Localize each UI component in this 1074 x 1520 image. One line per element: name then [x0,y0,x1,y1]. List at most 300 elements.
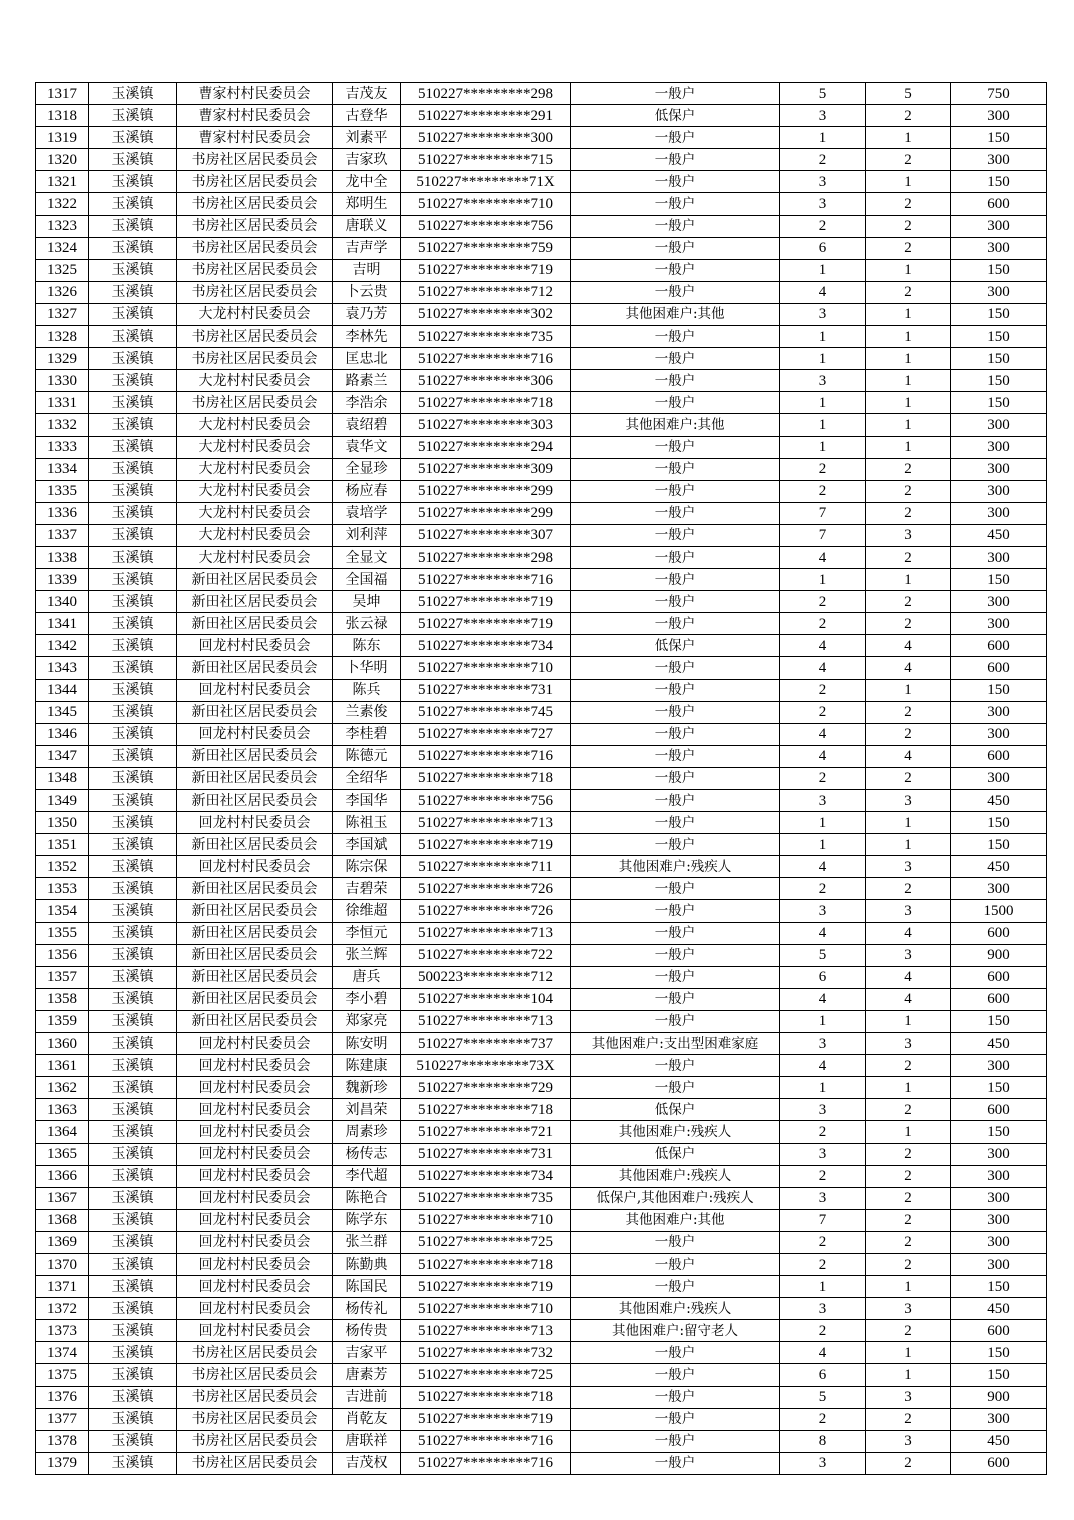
household-size-cell: 1 [780,414,866,436]
household-size-cell: 3 [780,1143,866,1165]
town-cell: 玉溪镇 [89,679,177,701]
aided-persons-cell: 2 [866,591,951,613]
town-cell: 玉溪镇 [89,1033,177,1055]
aided-persons-cell: 2 [866,1408,951,1430]
table-row [36,1342,1047,1364]
aided-persons-cell: 1 [866,1364,951,1386]
name-cell: 袁乃芳 [333,303,401,325]
household-size-cell: 2 [780,1231,866,1253]
committee-cell: 新田社区居民委员会 [177,767,333,789]
committee-cell: 回龙村村民委员会 [177,1077,333,1099]
committee-cell: 书房社区居民委员会 [177,1364,333,1386]
seq-no-cell: 1342 [36,635,89,657]
name-cell: 卜云贵 [333,281,401,303]
table-row [36,635,1047,657]
household-type-cell: 其他困难户:残疾人 [571,1298,780,1320]
aided-persons-cell: 2 [866,613,951,635]
household-size-cell: 4 [780,922,866,944]
household-size-cell: 4 [780,723,866,745]
town-cell: 玉溪镇 [89,149,177,171]
town-cell: 玉溪镇 [89,569,177,591]
amount-cell: 300 [951,613,1047,635]
committee-cell: 回龙村村民委员会 [177,1320,333,1342]
aided-persons-cell: 4 [866,635,951,657]
id-number-cell: 510227*********727 [401,723,571,745]
id-number-cell: 510227*********716 [401,1452,571,1474]
amount-cell: 150 [951,171,1047,193]
id-number-cell: 510227*********718 [401,392,571,414]
amount-cell: 300 [951,1253,1047,1275]
amount-cell: 600 [951,657,1047,679]
amount-cell: 750 [951,83,1047,105]
table-row [36,105,1047,127]
committee-cell: 新田社区居民委员会 [177,966,333,988]
town-cell: 玉溪镇 [89,767,177,789]
seq-no-cell: 1361 [36,1055,89,1077]
table-row [36,215,1047,237]
committee-cell: 回龙村村民委员会 [177,1231,333,1253]
table-row [36,1077,1047,1099]
aided-persons-cell: 3 [866,1298,951,1320]
household-type-cell: 一般户 [571,1055,780,1077]
household-type-cell: 一般户 [571,1253,780,1275]
town-cell: 玉溪镇 [89,1165,177,1187]
household-size-cell: 6 [780,966,866,988]
household-type-cell: 一般户 [571,1010,780,1032]
committee-cell: 回龙村村民委员会 [177,1121,333,1143]
amount-cell: 150 [951,569,1047,591]
household-size-cell: 1 [780,326,866,348]
name-cell: 郑明生 [333,193,401,215]
household-size-cell: 2 [780,458,866,480]
town-cell: 玉溪镇 [89,1010,177,1032]
table-row [36,767,1047,789]
table-row [36,83,1047,105]
aided-persons-cell: 2 [866,1187,951,1209]
committee-cell: 书房社区居民委员会 [177,215,333,237]
aided-persons-cell: 1 [866,370,951,392]
amount-cell: 600 [951,966,1047,988]
seq-no-cell: 1328 [36,326,89,348]
household-type-cell: 一般户 [571,1342,780,1364]
id-number-cell: 510227*********300 [401,127,571,149]
id-number-cell: 510227*********756 [401,790,571,812]
table-row [36,1276,1047,1298]
seq-no-cell: 1352 [36,856,89,878]
household-type-cell: 一般户 [571,1276,780,1298]
household-size-cell: 2 [780,701,866,723]
household-size-cell: 1 [780,436,866,458]
name-cell: 兰素俊 [333,701,401,723]
table-row [36,1165,1047,1187]
name-cell: 张兰群 [333,1231,401,1253]
aided-persons-cell: 1 [866,171,951,193]
id-number-cell: 510227*********299 [401,502,571,524]
household-type-cell: 一般户 [571,480,780,502]
id-number-cell: 510227*********716 [401,1430,571,1452]
household-size-cell: 3 [780,790,866,812]
aided-persons-cell: 2 [866,723,951,745]
committee-cell: 曹家村村民委员会 [177,105,333,127]
household-type-cell: 一般户 [571,1430,780,1452]
committee-cell: 新田社区居民委员会 [177,1010,333,1032]
aided-persons-cell: 2 [866,1452,951,1474]
id-number-cell: 510227*********721 [401,1121,571,1143]
name-cell: 刘昌荣 [333,1099,401,1121]
seq-no-cell: 1318 [36,105,89,127]
committee-cell: 大龙村村民委员会 [177,414,333,436]
committee-cell: 书房社区居民委员会 [177,1452,333,1474]
name-cell: 吉家平 [333,1342,401,1364]
name-cell: 李国华 [333,790,401,812]
aided-persons-cell: 4 [866,922,951,944]
name-cell: 吉声学 [333,237,401,259]
table-row [36,1055,1047,1077]
id-number-cell: 510227*********732 [401,1342,571,1364]
amount-cell: 450 [951,790,1047,812]
household-size-cell: 2 [780,613,866,635]
household-size-cell: 1 [780,259,866,281]
household-size-cell: 3 [780,105,866,127]
household-type-cell: 一般户 [571,723,780,745]
seq-no-cell: 1370 [36,1253,89,1275]
aided-persons-cell: 2 [866,1209,951,1231]
household-type-cell: 一般户 [571,237,780,259]
id-number-cell: 510227*********713 [401,922,571,944]
town-cell: 玉溪镇 [89,657,177,679]
town-cell: 玉溪镇 [89,922,177,944]
household-type-cell: 一般户 [571,988,780,1010]
seq-no-cell: 1363 [36,1099,89,1121]
household-type-cell: 其他困难户:留守老人 [571,1320,780,1342]
household-type-cell: 一般户 [571,171,780,193]
name-cell: 陈国民 [333,1276,401,1298]
id-number-cell: 510227*********716 [401,348,571,370]
town-cell: 玉溪镇 [89,281,177,303]
amount-cell: 150 [951,303,1047,325]
committee-cell: 新田社区居民委员会 [177,591,333,613]
table-row [36,237,1047,259]
town-cell: 玉溪镇 [89,1077,177,1099]
household-type-cell: 其他困难户:残疾人 [571,1121,780,1143]
table-row [36,414,1047,436]
aided-persons-cell: 2 [866,458,951,480]
aided-persons-cell: 2 [866,502,951,524]
committee-cell: 曹家村村民委员会 [177,127,333,149]
aided-persons-cell: 2 [866,878,951,900]
town-cell: 玉溪镇 [89,701,177,723]
table-row [36,613,1047,635]
table-row [36,348,1047,370]
table-row [36,303,1047,325]
id-number-cell: 510227*********734 [401,635,571,657]
id-number-cell: 510227*********731 [401,679,571,701]
table-row [36,1010,1047,1032]
household-type-cell: 一般户 [571,149,780,171]
household-type-cell: 其他困难户:残疾人 [571,856,780,878]
town-cell: 玉溪镇 [89,414,177,436]
household-size-cell: 3 [780,193,866,215]
id-number-cell: 510227*********307 [401,524,571,546]
committee-cell: 回龙村村民委员会 [177,1165,333,1187]
amount-cell: 600 [951,635,1047,657]
table-row [36,1143,1047,1165]
household-type-cell: 其他困难户:其他 [571,1209,780,1231]
committee-cell: 大龙村村民委员会 [177,502,333,524]
committee-cell: 曹家村村民委员会 [177,83,333,105]
amount-cell: 300 [951,414,1047,436]
committee-cell: 回龙村村民委员会 [177,1187,333,1209]
amount-cell: 150 [951,326,1047,348]
id-number-cell: 510227*********718 [401,767,571,789]
table-row [36,856,1047,878]
household-type-cell: 一般户 [571,944,780,966]
aided-persons-cell: 1 [866,834,951,856]
town-cell: 玉溪镇 [89,215,177,237]
town-cell: 玉溪镇 [89,303,177,325]
household-size-cell: 5 [780,944,866,966]
name-cell: 魏新珍 [333,1077,401,1099]
seq-no-cell: 1348 [36,767,89,789]
amount-cell: 300 [951,458,1047,480]
name-cell: 全绍华 [333,767,401,789]
aided-persons-cell: 2 [866,546,951,568]
town-cell: 玉溪镇 [89,259,177,281]
household-size-cell: 3 [780,1298,866,1320]
town-cell: 玉溪镇 [89,591,177,613]
committee-cell: 新田社区居民委员会 [177,834,333,856]
household-size-cell: 1 [780,348,866,370]
name-cell: 李小碧 [333,988,401,1010]
amount-cell: 300 [951,436,1047,458]
seq-no-cell: 1332 [36,414,89,436]
table-row [36,1121,1047,1143]
name-cell: 李代超 [333,1165,401,1187]
committee-cell: 书房社区居民委员会 [177,392,333,414]
household-type-cell: 一般户 [571,1452,780,1474]
name-cell: 陈勤典 [333,1253,401,1275]
household-size-cell: 1 [780,1276,866,1298]
town-cell: 玉溪镇 [89,1099,177,1121]
amount-cell: 300 [951,591,1047,613]
household-size-cell: 3 [780,1452,866,1474]
table-row [36,790,1047,812]
town-cell: 玉溪镇 [89,546,177,568]
id-number-cell: 500223*********712 [401,966,571,988]
amount-cell: 150 [951,834,1047,856]
household-type-cell: 一般户 [571,215,780,237]
name-cell: 陈学东 [333,1209,401,1231]
id-number-cell: 510227*********726 [401,878,571,900]
amount-cell: 450 [951,856,1047,878]
amount-cell: 1500 [951,900,1047,922]
amount-cell: 300 [951,237,1047,259]
seq-no-cell: 1375 [36,1364,89,1386]
seq-no-cell: 1369 [36,1231,89,1253]
table-row [36,657,1047,679]
town-cell: 玉溪镇 [89,1055,177,1077]
household-size-cell: 8 [780,1430,866,1452]
town-cell: 玉溪镇 [89,83,177,105]
name-cell: 吉明 [333,259,401,281]
name-cell: 郑家亮 [333,1010,401,1032]
committee-cell: 大龙村村民委员会 [177,458,333,480]
seq-no-cell: 1325 [36,259,89,281]
household-type-cell: 低保户 [571,1099,780,1121]
household-size-cell: 4 [780,546,866,568]
id-number-cell: 510227*********73X [401,1055,571,1077]
name-cell: 杨传志 [333,1143,401,1165]
aided-persons-cell: 1 [866,436,951,458]
aided-persons-cell: 3 [866,900,951,922]
seq-no-cell: 1317 [36,83,89,105]
household-size-cell: 4 [780,657,866,679]
seq-no-cell: 1345 [36,701,89,723]
town-cell: 玉溪镇 [89,966,177,988]
seq-no-cell: 1362 [36,1077,89,1099]
seq-no-cell: 1360 [36,1033,89,1055]
table-row [36,1099,1047,1121]
seq-no-cell: 1331 [36,392,89,414]
aided-persons-cell: 2 [866,281,951,303]
household-size-cell: 1 [780,1010,866,1032]
id-number-cell: 510227*********726 [401,900,571,922]
seq-no-cell: 1357 [36,966,89,988]
household-size-cell: 4 [780,856,866,878]
aided-persons-cell: 1 [866,127,951,149]
seq-no-cell: 1322 [36,193,89,215]
household-size-cell: 3 [780,1187,866,1209]
table-row [36,834,1047,856]
aided-persons-cell: 1 [866,392,951,414]
household-size-cell: 2 [780,1320,866,1342]
name-cell: 杨传贵 [333,1320,401,1342]
amount-cell: 300 [951,1143,1047,1165]
amount-cell: 300 [951,105,1047,127]
id-number-cell: 510227*********756 [401,215,571,237]
committee-cell: 书房社区居民委员会 [177,237,333,259]
aided-persons-cell: 1 [866,812,951,834]
id-number-cell: 510227*********716 [401,569,571,591]
amount-cell: 150 [951,1364,1047,1386]
seq-no-cell: 1365 [36,1143,89,1165]
committee-cell: 回龙村村民委员会 [177,635,333,657]
amount-cell: 150 [951,679,1047,701]
aided-persons-cell: 2 [866,149,951,171]
id-number-cell: 510227*********710 [401,1298,571,1320]
seq-no-cell: 1336 [36,502,89,524]
amount-cell: 450 [951,1298,1047,1320]
table-row [36,1253,1047,1275]
town-cell: 玉溪镇 [89,1253,177,1275]
household-size-cell: 2 [780,215,866,237]
name-cell: 唐联义 [333,215,401,237]
name-cell: 张兰辉 [333,944,401,966]
town-cell: 玉溪镇 [89,878,177,900]
table-row [36,745,1047,767]
household-type-cell: 一般户 [571,812,780,834]
name-cell: 李林先 [333,326,401,348]
aided-persons-cell: 1 [866,1010,951,1032]
household-type-cell: 一般户 [571,259,780,281]
amount-cell: 150 [951,370,1047,392]
town-cell: 玉溪镇 [89,613,177,635]
committee-cell: 大龙村村民委员会 [177,480,333,502]
aided-persons-cell: 4 [866,988,951,1010]
table-row [36,259,1047,281]
town-cell: 玉溪镇 [89,1209,177,1231]
name-cell: 全显文 [333,546,401,568]
aided-persons-cell: 2 [866,1165,951,1187]
table-row [36,1231,1047,1253]
committee-cell: 新田社区居民委员会 [177,613,333,635]
table-row [36,1298,1047,1320]
household-type-cell: 其他困难户:残疾人 [571,1165,780,1187]
amount-cell: 900 [951,1386,1047,1408]
id-number-cell: 510227*********719 [401,613,571,635]
town-cell: 玉溪镇 [89,1231,177,1253]
aided-persons-cell: 4 [866,745,951,767]
seq-no-cell: 1339 [36,569,89,591]
amount-cell: 300 [951,878,1047,900]
town-cell: 玉溪镇 [89,1121,177,1143]
town-cell: 玉溪镇 [89,171,177,193]
name-cell: 吴坤 [333,591,401,613]
amount-cell: 300 [951,281,1047,303]
table-row [36,966,1047,988]
seq-no-cell: 1366 [36,1165,89,1187]
name-cell: 古登华 [333,105,401,127]
id-number-cell: 510227*********309 [401,458,571,480]
household-size-cell: 4 [780,635,866,657]
household-size-cell: 2 [780,591,866,613]
seq-no-cell: 1341 [36,613,89,635]
table-row [36,281,1047,303]
household-size-cell: 2 [780,480,866,502]
committee-cell: 大龙村村民委员会 [177,303,333,325]
seq-no-cell: 1321 [36,171,89,193]
name-cell: 唐兵 [333,966,401,988]
committee-cell: 新田社区居民委员会 [177,745,333,767]
seq-no-cell: 1329 [36,348,89,370]
household-type-cell: 一般户 [571,966,780,988]
name-cell: 李桂碧 [333,723,401,745]
aided-persons-cell: 3 [866,944,951,966]
household-type-cell: 一般户 [571,790,780,812]
committee-cell: 新田社区居民委员会 [177,900,333,922]
id-number-cell: 510227*********713 [401,1010,571,1032]
household-type-cell: 一般户 [571,1231,780,1253]
town-cell: 玉溪镇 [89,723,177,745]
table-row [36,193,1047,215]
name-cell: 刘利萍 [333,524,401,546]
town-cell: 玉溪镇 [89,1430,177,1452]
seq-no-cell: 1323 [36,215,89,237]
committee-cell: 新田社区居民委员会 [177,944,333,966]
id-number-cell: 510227*********729 [401,1077,571,1099]
committee-cell: 书房社区居民委员会 [177,149,333,171]
seq-no-cell: 1371 [36,1276,89,1298]
committee-cell: 书房社区居民委员会 [177,1342,333,1364]
aided-persons-cell: 2 [866,767,951,789]
id-number-cell: 510227*********722 [401,944,571,966]
aided-persons-cell: 1 [866,1077,951,1099]
household-size-cell: 4 [780,281,866,303]
town-cell: 玉溪镇 [89,790,177,812]
id-number-cell: 510227*********294 [401,436,571,458]
name-cell: 周素珍 [333,1121,401,1143]
town-cell: 玉溪镇 [89,1276,177,1298]
